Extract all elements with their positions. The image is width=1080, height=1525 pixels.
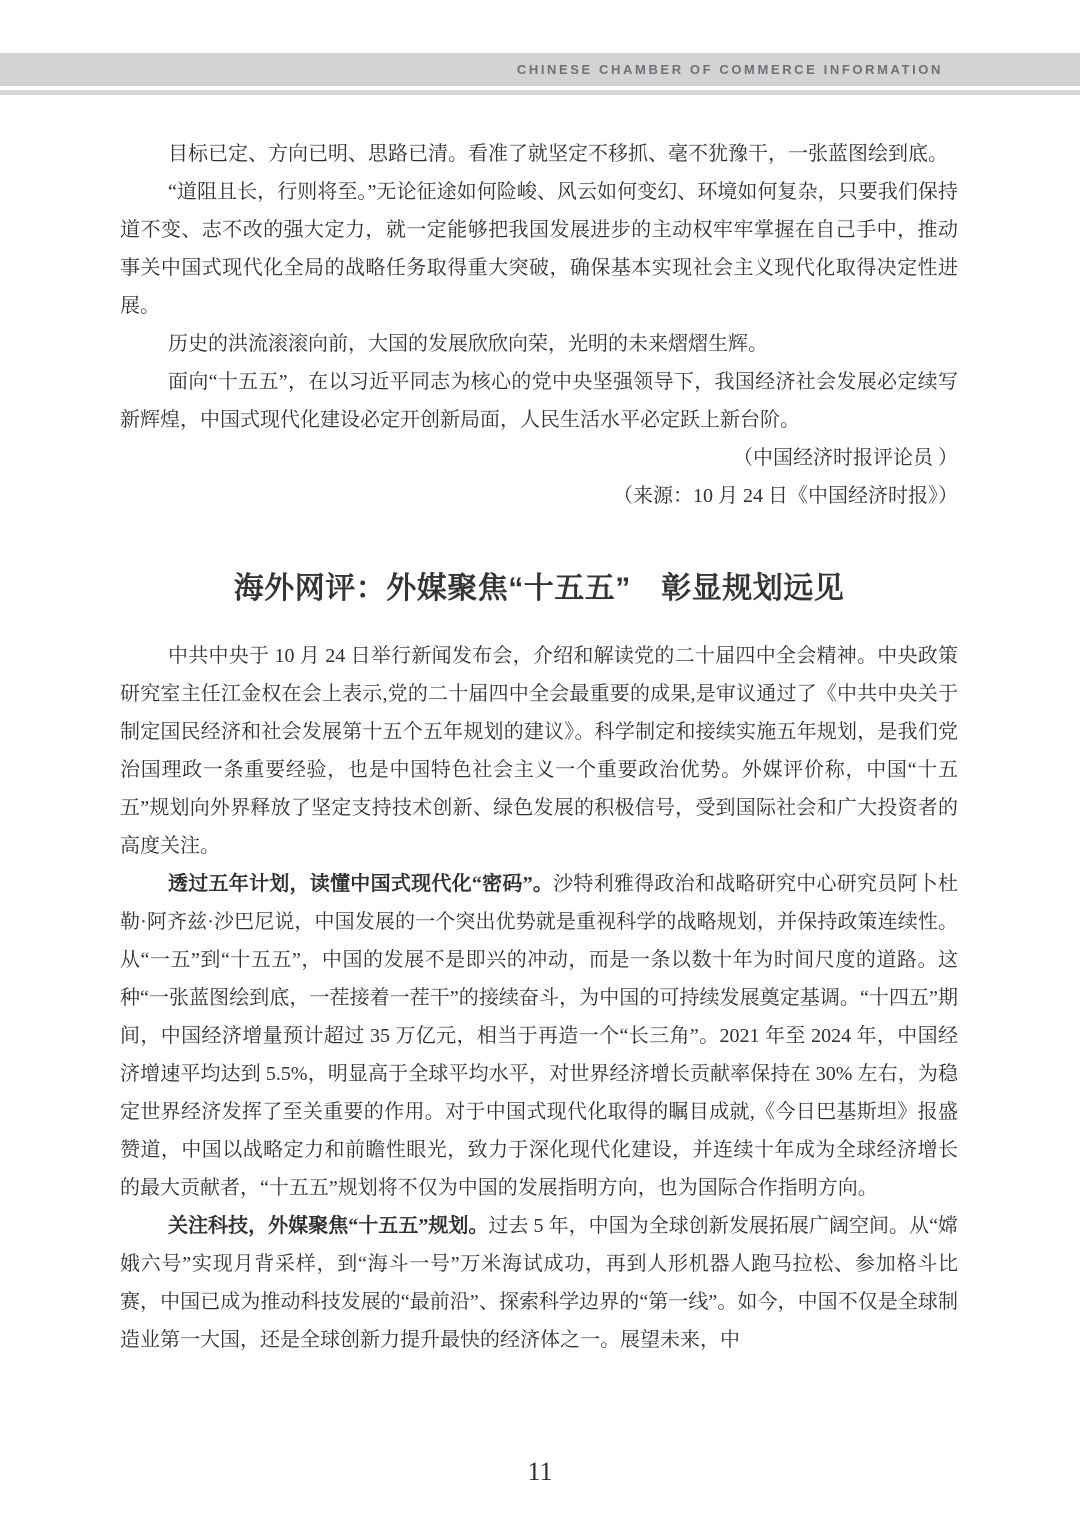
page-number: 11 [527,1457,553,1486]
article-2-paragraph-2 [120,865,958,1207]
header-banner-title: CHINESE CHAMBER OF COMMERCE INFORMATION [516,62,943,77]
article-1 [120,135,958,515]
paragraph-text: 中共中央于 10 月 24 日举行新闻发布会，介绍和解读党的二十届四中全会精神。中央政策研究室主任江金权在会上表示,党的二十届四中全会最重要的成果,是审议通过了《中共中央关于制定国民经济和社会发展第十五个五年规划的建议》。科学制定和接续实施五年规划，是我们党治国理政一条重要经验，也是中国特色社会主义一个重要政治优势。外媒评价称，中国“十五五”规划向外界释放了坚定支持技术创新、绿色发展的积极信号，受到国际社会和广大投资者的高度关注。 [120,645,958,857]
paragraph-lead: 关注科技，外媒聚焦“十五五”规划。 [168,1215,489,1237]
header-banner-underline [0,90,1080,95]
article-1-paragraph-2: “道阻且长，行则将至。”无论征途如何险峻、风云如何变幻、环境如何复杂，只要我们保持道不变、志不改的强大定力，就一定能够把我国发展进步的主动权牢牢掌握在自己手中，推动事关中国式现代化全局的战略任务取得重大突破，确保基本实现社会主义现代化取得决定性进展。 [120,181,958,317]
article-1-paragraph-3: 历史的洪流滚滚向前，大国的发展欣欣向荣，光明的未来熠熠生辉。 [168,333,768,355]
paragraph-text: 沙特利雅得政治和战略研究中心研究员阿卜杜勒·阿齐兹·沙巴尼说，中国发展的一个突出优势就是重视科学的战略规划，并保持政策连续性。从“一五”到“十五五”，中国的发展不是即兴的冲动，而是一条以数十年为时间尺度的道路。这种“一张蓝图绘到底，一茬接着一茬干”的接续奋斗，为中国的可持续发展奠定基调。“十四五”期间，中国经济增量预计超过 35 万亿元，相当于再造一个“长三角”。2021 年至 2024 年，中国经济增速平均达到 5.5%，明显高于全球平均水平，对世界经济增长贡献率保持在 30% 左右，为稳定世界经济发挥了至关重要的作用。对于中国式现代化取得的瞩目成就,《今日巴基斯坦》报盛赞道，中国以战略定力和前瞻性眼光，致力于深化现代化建设，并连续十年成为全球经济增长的最大贡献者，“十五五”规划将不仅为中国的发展指明方向，也为国际合作指明方向。 [120,873,959,1199]
article-1-paragraph-4: 面向“十五五”，在以习近平同志为核心的党中央坚强领导下，我国经济社会发展必定续写新辉煌，中国式现代化建设必定开创新局面，人民生活水平必定跃上新台阶。 [120,371,958,431]
header-banner [0,53,1080,86]
paragraph-text: 过去 5 年，中国为全球创新发展拓展广阔空间。从“嫦娥六号”实现月背采样，到“海斗一号”万米海试成功，再到人形机器人跑马拉松、参加格斗比赛，中国已成为推动科技发展的“最前沿”、探索科学边界的“第一线”。如今，中国不仅是全球制造业第一大国，还是全球创新力提升最快的经济体之一。展望未来，中 [120,1215,958,1351]
paragraph-lead: 透过五年计划，读懂中国式现代化“密码”。 [168,873,554,895]
article-2-paragraph-1 [120,637,958,865]
article-2 [120,637,958,1359]
article-1-source: （来源：10 月 24 日《中国经济时报》） [613,485,958,507]
article-1-byline: （中国经济时报评论员 ） [733,447,958,469]
article-2-title: 海外网评：外媒聚焦“十五五” 彰显规划远见 [233,572,845,605]
article-1-paragraph-1: 目标已定、方向已明、思路已清。看准了就坚定不移抓、毫不犹豫干，一张蓝图绘到底。 [168,143,948,165]
article-2-paragraph-3 [120,1207,958,1359]
